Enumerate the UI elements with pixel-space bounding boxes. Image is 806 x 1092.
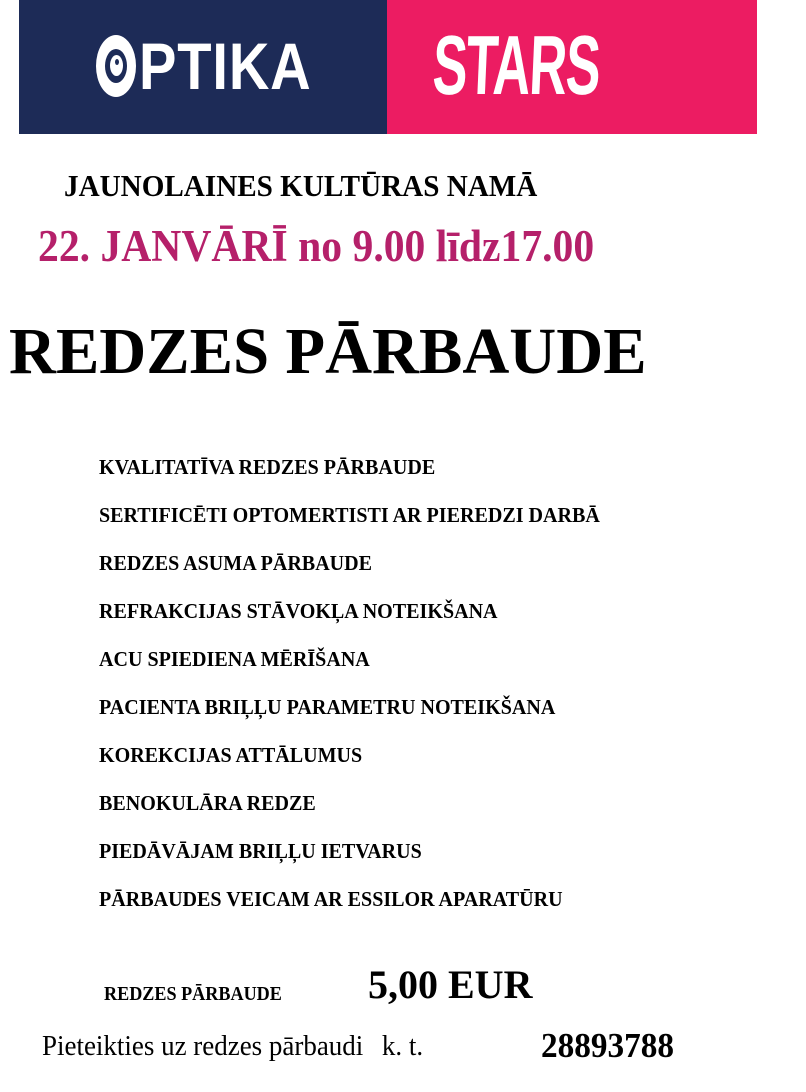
phone-number: 28893788 xyxy=(541,1026,674,1065)
service-item: KOREKCIJAS ATTĀLUMUS xyxy=(99,743,363,767)
venue-heading: JAUNOLAINES KULTŪRAS NAMĀ xyxy=(64,168,538,203)
stars-text: STARS xyxy=(430,18,602,112)
service-item: ACU SPIEDIENA MĒRĪŠANA xyxy=(99,647,370,671)
service-item: KVALITATĪVA REDZES PĀRBAUDE xyxy=(99,455,436,479)
optika-logo xyxy=(19,0,387,134)
optika-wordmark xyxy=(96,29,342,103)
price-value: 5,00 EUR xyxy=(368,962,533,1007)
contact-text: Pieteikties uz redzes pārbaudi xyxy=(42,1030,364,1062)
optika-text: PTIKA xyxy=(139,29,312,103)
service-item: SERTIFICĒTI OPTOMERTISTI AR PIEREDZI DARBĀ xyxy=(99,503,600,527)
services-list xyxy=(99,455,623,935)
service-item: REFRAKCIJAS STĀVOKĻA NOTEIKŠANA xyxy=(99,599,498,623)
price-label: REDZES PĀRBAUDE xyxy=(104,984,282,1005)
page-title: REDZES PĀRBAUDE xyxy=(9,315,647,388)
eye-icon xyxy=(96,35,136,97)
service-item: REDZES ASUMA PĀRBAUDE xyxy=(99,551,373,575)
service-item: PIEDĀVĀJAM BRIĻĻU IETVARUS xyxy=(99,839,422,863)
contact-line xyxy=(42,1026,423,1066)
logo-banner xyxy=(19,0,757,134)
stars-logo xyxy=(387,0,757,134)
service-item: BENOKULĀRA REDZE xyxy=(99,791,316,815)
event-date-time: 22. JANVĀRĪ no 9.00 līdz17.00 xyxy=(38,221,595,271)
service-item: PACIENTA BRIĻĻU PARAMETRU NOTEIKŠANA xyxy=(99,695,556,719)
service-item: PĀRBAUDES VEICAM AR ESSILOR APARATŪRU xyxy=(99,887,563,911)
kt-label: k. t. xyxy=(381,1030,424,1062)
